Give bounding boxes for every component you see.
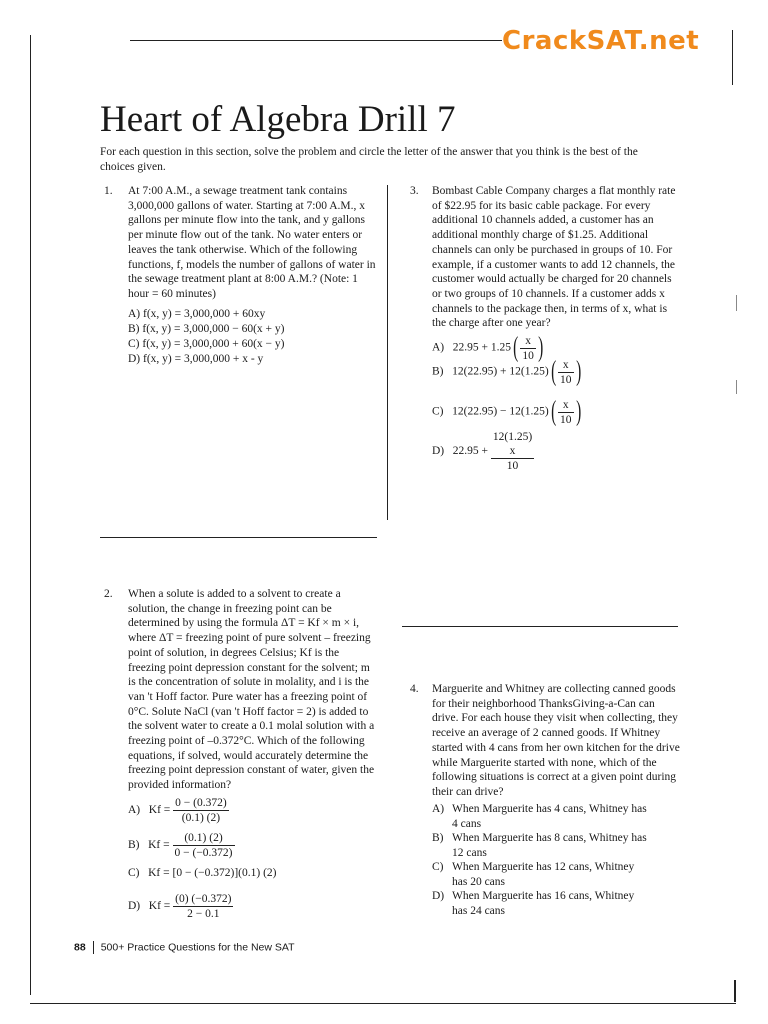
q3-d-fraction bbox=[491, 430, 534, 473]
q3-d-den: 10 bbox=[506, 460, 519, 472]
q3-option-c[interactable] bbox=[432, 397, 583, 427]
q3-option-d[interactable] bbox=[432, 430, 534, 473]
q3-b-den: 10 bbox=[560, 373, 572, 386]
q2-option-a[interactable] bbox=[128, 796, 229, 825]
q2-b-den: 0 − (−0.372) bbox=[174, 847, 233, 859]
q4-d-label: D) bbox=[432, 890, 445, 902]
q2-a-den: (0.1) (2) bbox=[181, 812, 221, 824]
q2-d-fraction bbox=[173, 892, 233, 921]
q2-text: When a solute is added to a solvent to create a solution, the change in freezing point can be determined by using the formula ΔT = Kf × m × i, where ΔT = freezing point of pure solvent – freezing point of solution, in degrees Celsius; Kf is the freezing point depression constant for the solvent; m is the concentration of solute in molality, and i is the van 't Hoff factor. Pure water has a freezing point of 0°C. Solute NaCl (van 't Hoff factor = 2) is added to the solvent water to create a 0.1 molal solution with a freezing point of –0.372°C. Which of the following equations, if solved, would accurately determine the freezing point depression constant of water, given the provided information? bbox=[128, 588, 375, 792]
q3-d-expr: 22.95 + bbox=[452, 445, 489, 457]
separator-right bbox=[402, 626, 678, 627]
q4-c-text: When Marguerite has 12 cans, Whitney has 20 cans bbox=[452, 861, 635, 888]
footer-separator bbox=[93, 941, 94, 954]
open-paren: ( bbox=[550, 356, 556, 387]
q4-b-label: B) bbox=[432, 832, 444, 844]
q3-a-label: A) bbox=[432, 341, 445, 354]
q4-text: Marguerite and Whitney are collecting canned goods for their neighborhood ThanksGiving-a-Can can drive. For each house they visit when collecting, they receive an average of 2 canned goods. If Whitney started with 4 cans from her own kitchen for the drive while Marguerite started with none, which of the following situations is correct at a given point during their can drive? bbox=[432, 683, 680, 798]
header-rule-right bbox=[732, 30, 733, 85]
brand-logo bbox=[502, 26, 699, 60]
column-divider bbox=[387, 185, 388, 520]
q3-a-den: 10 bbox=[522, 349, 534, 362]
brand-part-2: SAT.net bbox=[586, 26, 700, 56]
q2-b-fraction bbox=[173, 831, 235, 860]
q2-b-num: (0.1) (2) bbox=[173, 831, 235, 846]
q1-option-b[interactable]: B) f(x, y) = 3,000,000 − 60(x + y) bbox=[128, 323, 285, 335]
q2-a-lhs: Kf = bbox=[148, 804, 171, 816]
q3-b-fraction bbox=[558, 358, 574, 387]
q3-c-den: 10 bbox=[560, 413, 572, 426]
right-edge-mark bbox=[736, 380, 737, 394]
q2-option-d[interactable] bbox=[128, 892, 233, 921]
q4-a-text: When Marguerite has 4 cans, Whitney has 4 cans bbox=[452, 803, 647, 830]
q2-b-label: B) bbox=[128, 839, 140, 851]
q3-c-expr: 12(22.95) − 12(1.25) bbox=[452, 405, 549, 418]
q2-option-b[interactable] bbox=[128, 831, 235, 860]
q4-b-text: When Marguerite has 8 cans, Whitney has 12 cans bbox=[452, 832, 647, 859]
q3-option-b[interactable] bbox=[432, 357, 583, 387]
page-footer bbox=[74, 941, 295, 954]
page-title: Heart of Algebra Drill 7 bbox=[100, 99, 456, 140]
close-paren: ) bbox=[537, 332, 544, 363]
q2-number: 2. bbox=[104, 588, 113, 600]
brand-part-1: Crack bbox=[502, 26, 587, 56]
q2-c-expr: Kf = [0 − (−0.372)](0.1) (2) bbox=[148, 867, 277, 879]
q1-option-d[interactable]: D) f(x, y) = 3,000,000 + x - y bbox=[128, 353, 264, 365]
separator-left bbox=[100, 537, 377, 538]
close-paren: ) bbox=[575, 396, 581, 427]
q2-a-label: A) bbox=[128, 804, 141, 816]
q3-c-label: C) bbox=[432, 405, 444, 418]
q1-option-c[interactable]: C) f(x, y) = 3,000,000 + 60(x − y) bbox=[128, 338, 285, 350]
q1-option-a[interactable]: A) f(x, y) = 3,000,000 + 60xy bbox=[128, 308, 266, 320]
q3-d-mid: x bbox=[491, 444, 534, 459]
q2-b-lhs: Kf = bbox=[148, 839, 170, 851]
page-number: 88 bbox=[74, 941, 86, 954]
q3-text: Bombast Cable Company charges a flat monthly rate of $22.95 for its basic cable package. For every additional 10 channels added, a customer has an additional monthly charge of $1.25. Additional channels can only be purchased in groups of 10. For example, if a customer wants to add 12 channels, the customer would actually be charged for 20 channels or two groups of 10 channels. If a customer adds x channels to the package then, in terms of x, what is the charge after one year? bbox=[432, 185, 676, 330]
q3-a-expr: 22.95 + 1.25 bbox=[452, 341, 512, 354]
q2-d-den: 2 − 0.1 bbox=[187, 908, 220, 920]
q1-text: At 7:00 A.M., a sewage treatment tank contains 3,000,000 gallons of water. Starting at 7:00 A.M., x gallons per minute flow into the tank, and y gallons per minute flow out of the tank. No water enters or leaves the tank otherwise. Which of the following functions, f, models the number of gallons of water in the sewage treatment plant at 8:00 A.M.? (Note: 1 hour = 60 minutes) bbox=[128, 185, 376, 300]
q3-d-top: 12(1.25) bbox=[492, 431, 533, 443]
q3-b-num: x bbox=[558, 358, 574, 373]
left-margin-line bbox=[30, 35, 31, 995]
q3-c-fraction bbox=[558, 398, 574, 427]
open-paren: ( bbox=[513, 332, 519, 363]
q3-d-label: D) bbox=[432, 445, 445, 457]
q1-number: 1. bbox=[104, 185, 113, 197]
q3-b-label: B) bbox=[432, 365, 444, 378]
open-paren: ( bbox=[550, 396, 556, 427]
q3-number: 3. bbox=[410, 185, 419, 197]
q4-number: 4. bbox=[410, 683, 419, 695]
q2-d-num: (0) (−0.372) bbox=[175, 893, 232, 905]
q2-d-lhs: Kf = bbox=[148, 900, 171, 912]
q3-b-expr: 12(22.95) + 12(1.25) bbox=[452, 365, 549, 378]
book-title: 500+ Practice Questions for the New SAT bbox=[100, 941, 295, 954]
q2-option-c[interactable] bbox=[128, 866, 276, 881]
bottom-rule bbox=[30, 1003, 736, 1004]
q3-c-num: x bbox=[558, 398, 574, 413]
q4-a-label: A) bbox=[432, 803, 445, 815]
close-paren: ) bbox=[575, 356, 581, 387]
q4-c-label: C) bbox=[432, 861, 444, 873]
header-rule bbox=[130, 40, 502, 41]
right-edge-mark bbox=[734, 980, 736, 1002]
q2-a-num: 0 − (0.372) bbox=[175, 797, 227, 809]
q2-c-label: C) bbox=[128, 867, 140, 879]
q4-d-text: When Marguerite has 16 cans, Whitney has 24 cans bbox=[452, 890, 635, 917]
right-edge-mark bbox=[736, 295, 737, 311]
instructions: For each question in this section, solve the problem and circle the letter of the answer that you think is the best of the choices given. bbox=[100, 146, 638, 173]
q2-a-fraction bbox=[173, 796, 229, 825]
q3-a-num: x bbox=[520, 334, 536, 349]
q2-d-label: D) bbox=[128, 900, 141, 912]
